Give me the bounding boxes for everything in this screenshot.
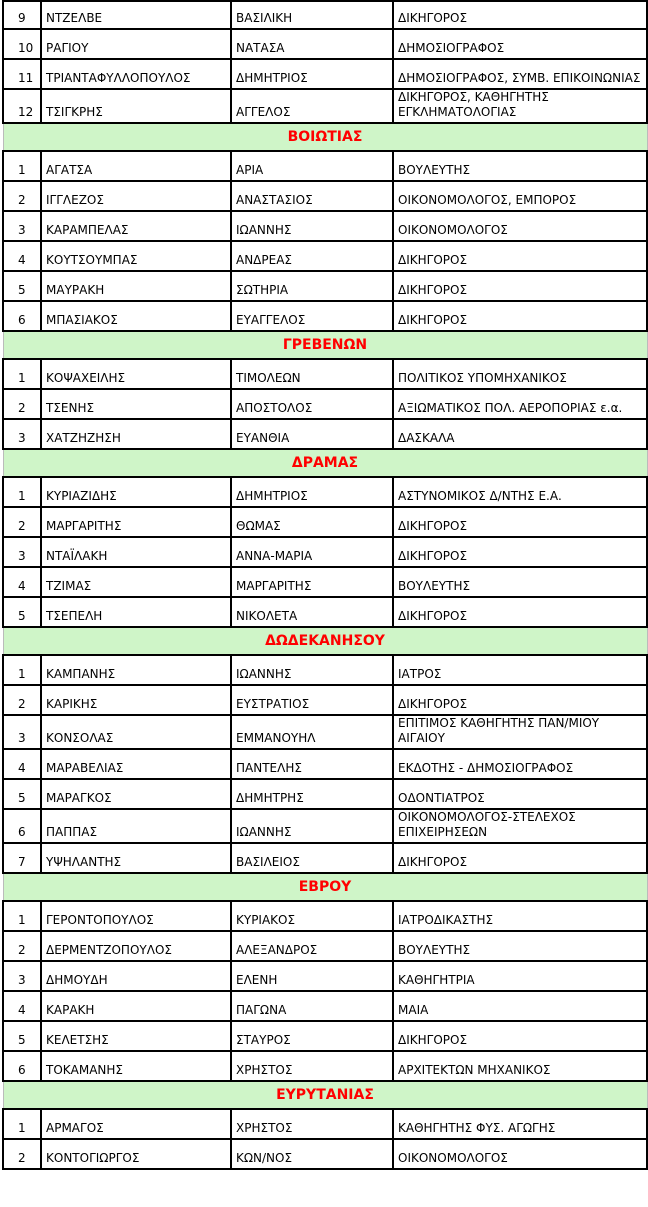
section-header-row [3, 627, 647, 655]
occupation-cell: ΒΟΥΛΕΥΤΗΣ [393, 151, 647, 181]
table-row [3, 1139, 647, 1169]
occupation-cell: ΚΑΘΗΓΗΤΡΙΑ [393, 961, 647, 991]
row-number: 2 [3, 931, 41, 961]
occupation-cell: ΟΔΟΝΤΙΑΤΡΟΣ [393, 779, 647, 809]
last-name-cell: ΤΣΕΝΗΣ [41, 389, 231, 419]
section-header-row [3, 331, 647, 359]
occupation-cell: ΔΙΚΗΓΟΡΟΣ [393, 537, 647, 567]
last-name-cell: ΚΑΡΙΚΗΣ [41, 685, 231, 715]
candidates-table [2, 0, 648, 1170]
candidates-table-body [3, 1, 647, 1169]
table-row [3, 1, 647, 29]
first-name-cell: ΑΝΝΑ-ΜΑΡΙΑ [231, 537, 393, 567]
last-name-cell: ΑΡΜΑΓΟΣ [41, 1109, 231, 1139]
occupation-cell: ΑΣΤΥΝΟΜΙΚΟΣ Δ/ΝΤΗΣ Ε.Α. [393, 477, 647, 507]
occupation-cell: ΒΟΥΛΕΥΤΗΣ [393, 567, 647, 597]
first-name-cell: ΧΡΗΣΤΟΣ [231, 1109, 393, 1139]
table-row [3, 537, 647, 567]
section-title: ΒΟΙΩΤΙΑΣ [3, 123, 647, 151]
last-name-cell: ΤΣΕΠΕΛΗ [41, 597, 231, 627]
occupation-cell: ΟΙΚΟΝΟΜΟΛΟΓΟΣ [393, 1139, 647, 1169]
last-name-cell: ΚΕΛΕΤΣΗΣ [41, 1021, 231, 1051]
table-row [3, 29, 647, 59]
table-row [3, 597, 647, 627]
section-header-row [3, 449, 647, 477]
row-number: 3 [3, 211, 41, 241]
row-number: 3 [3, 419, 41, 449]
table-row [3, 779, 647, 809]
row-number: 5 [3, 271, 41, 301]
table-row [3, 961, 647, 991]
occupation-cell: ΔΑΣΚΑΛΑ [393, 419, 647, 449]
first-name-cell: ΕΛΕΝΗ [231, 961, 393, 991]
last-name-cell: ΠΑΠΠΑΣ [41, 809, 231, 843]
first-name-cell: ΙΩΑΝΝΗΣ [231, 211, 393, 241]
row-number: 2 [3, 507, 41, 537]
row-number: 4 [3, 749, 41, 779]
first-name-cell: ΔΗΜΗΤΡΙΟΣ [231, 477, 393, 507]
table-row [3, 271, 647, 301]
last-name-cell: ΚΟΥΤΣΟΥΜΠΑΣ [41, 241, 231, 271]
first-name-cell: ΠΑΝΤΕΛΗΣ [231, 749, 393, 779]
section-title: ΔΡΑΜΑΣ [3, 449, 647, 477]
row-number: 1 [3, 901, 41, 931]
first-name-cell: ΙΩΑΝΝΗΣ [231, 655, 393, 685]
row-number: 6 [3, 809, 41, 843]
occupation-cell: ΕΠΙΤΙΜΟΣ ΚΑΘΗΓΗΤΗΣ ΠΑΝ/ΜΙΟΥ ΑΙΓΑΙΟΥ [393, 715, 647, 749]
occupation-cell: ΔΙΚΗΓΟΡΟΣ [393, 1021, 647, 1051]
table-row [3, 389, 647, 419]
first-name-cell: ΜΑΡΓΑΡΙΤΗΣ [231, 567, 393, 597]
table-row [3, 1109, 647, 1139]
first-name-cell: ΑΠΟΣΤΟΛΟΣ [231, 389, 393, 419]
section-header-row [3, 1081, 647, 1109]
first-name-cell: ΚΩΝ/ΝΟΣ [231, 1139, 393, 1169]
occupation-cell: ΟΙΚΟΝΟΜΟΛΟΓΟΣ-ΣΤΕΛΕΧΟΣ ΕΠΙΧΕΙΡΗΣΕΩΝ [393, 809, 647, 843]
table-row [3, 507, 647, 537]
occupation-cell: ΠΟΛΙΤΙΚΟΣ ΥΠΟΜΗΧΑΝΙΚΟΣ [393, 359, 647, 389]
section-title: ΔΩΔΕΚΑΝΗΣΟΥ [3, 627, 647, 655]
last-name-cell: ΚΟΝΣΟΛΑΣ [41, 715, 231, 749]
row-number: 3 [3, 537, 41, 567]
first-name-cell: ΔΗΜΗΤΡΗΣ [231, 779, 393, 809]
table-row [3, 715, 647, 749]
first-name-cell: ΑΝΑΣΤΑΣΙΟΣ [231, 181, 393, 211]
occupation-cell: ΔΙΚΗΓΟΡΟΣ [393, 1, 647, 29]
first-name-cell: ΕΥΑΝΘΙΑ [231, 419, 393, 449]
row-number: 6 [3, 301, 41, 331]
row-number: 6 [3, 1051, 41, 1081]
row-number: 5 [3, 1021, 41, 1051]
table-row [3, 685, 647, 715]
last-name-cell: ΧΑΤΖΗΖΗΣΗ [41, 419, 231, 449]
occupation-cell: ΔΙΚΗΓΟΡΟΣ, ΚΑΘΗΓΗΤΗΣ ΕΓΚΛΗΜΑΤΟΛΟΓΙΑΣ [393, 89, 647, 123]
first-name-cell: ΔΗΜΗΤΡΙΟΣ [231, 59, 393, 89]
first-name-cell: ΣΩΤΗΡΙΑ [231, 271, 393, 301]
last-name-cell: ΜΑΡΓΑΡΙΤΗΣ [41, 507, 231, 537]
row-number: 1 [3, 655, 41, 685]
occupation-cell: ΙΑΤΡΟΣ [393, 655, 647, 685]
row-number: 4 [3, 241, 41, 271]
last-name-cell: ΥΨΗΛΑΝΤΗΣ [41, 843, 231, 873]
occupation-cell: ΔΙΚΗΓΟΡΟΣ [393, 241, 647, 271]
last-name-cell: ΜΑΡΑΒΕΛΙΑΣ [41, 749, 231, 779]
row-number: 1 [3, 477, 41, 507]
table-row [3, 359, 647, 389]
table-row [3, 901, 647, 931]
table-row [3, 843, 647, 873]
last-name-cell: ΤΟΚΑΜΑΝΗΣ [41, 1051, 231, 1081]
row-number: 9 [3, 1, 41, 29]
last-name-cell: ΚΑΡΑΜΠΕΛΑΣ [41, 211, 231, 241]
first-name-cell: ΘΩΜΑΣ [231, 507, 393, 537]
last-name-cell: ΤΣΙΓΚΡΗΣ [41, 89, 231, 123]
last-name-cell: ΤΡΙΑΝΤΑΦΥΛΛΟΠΟΥΛΟΣ [41, 59, 231, 89]
row-number: 12 [3, 89, 41, 123]
row-number: 1 [3, 151, 41, 181]
occupation-cell: ΑΞΙΩΜΑΤΙΚΟΣ ΠΟΛ. ΑΕΡΟΠΟΡΙΑΣ ε.α. [393, 389, 647, 419]
occupation-cell: ΔΗΜΟΣΙΟΓΡΑΦΟΣ [393, 29, 647, 59]
section-title: ΕΥΡΥΤΑΝΙΑΣ [3, 1081, 647, 1109]
table-row [3, 59, 647, 89]
table-row [3, 931, 647, 961]
row-number: 3 [3, 715, 41, 749]
table-row [3, 89, 647, 123]
first-name-cell: ΒΑΣΙΛΕΙΟΣ [231, 843, 393, 873]
section-header-row [3, 123, 647, 151]
last-name-cell: ΡΑΓΙΟΥ [41, 29, 231, 59]
first-name-cell: ΙΩΑΝΝΗΣ [231, 809, 393, 843]
row-number: 2 [3, 1139, 41, 1169]
occupation-cell: ΔΙΚΗΓΟΡΟΣ [393, 301, 647, 331]
table-row [3, 181, 647, 211]
row-number: 2 [3, 181, 41, 211]
row-number: 10 [3, 29, 41, 59]
table-row [3, 211, 647, 241]
first-name-cell: ΝΙΚΟΛΕΤΑ [231, 597, 393, 627]
row-number: 2 [3, 685, 41, 715]
last-name-cell: ΤΖΙΜΑΣ [41, 567, 231, 597]
table-row [3, 301, 647, 331]
occupation-cell: ΔΗΜΟΣΙΟΓΡΑΦΟΣ, ΣΥΜΒ. ΕΠΙΚΟΙΝΩΝΙΑΣ [393, 59, 647, 89]
last-name-cell: ΝΤΑΪΛΑΚΗ [41, 537, 231, 567]
last-name-cell: ΑΓΑΤΣΑ [41, 151, 231, 181]
first-name-cell: ΑΡΙΑ [231, 151, 393, 181]
row-number: 7 [3, 843, 41, 873]
occupation-cell: ΟΙΚΟΝΟΜΟΛΟΓΟΣ [393, 211, 647, 241]
first-name-cell: ΕΜΜΑΝΟΥΗΛ [231, 715, 393, 749]
first-name-cell: ΚΥΡΙΑΚΟΣ [231, 901, 393, 931]
first-name-cell: ΠΑΓΩΝΑ [231, 991, 393, 1021]
table-row [3, 567, 647, 597]
table-row [3, 241, 647, 271]
table-row [3, 477, 647, 507]
occupation-cell: ΙΑΤΡΟΔΙΚΑΣΤΗΣ [393, 901, 647, 931]
table-row [3, 151, 647, 181]
row-number: 5 [3, 597, 41, 627]
first-name-cell: ΒΑΣΙΛΙΚΗ [231, 1, 393, 29]
row-number: 11 [3, 59, 41, 89]
occupation-cell: ΔΙΚΗΓΟΡΟΣ [393, 685, 647, 715]
last-name-cell: ΜΑΥΡΑΚΗ [41, 271, 231, 301]
row-number: 5 [3, 779, 41, 809]
last-name-cell: ΚΟΨΑΧΕΙΛΗΣ [41, 359, 231, 389]
occupation-cell: ΜΑΙΑ [393, 991, 647, 1021]
occupation-cell: ΔΙΚΗΓΟΡΟΣ [393, 271, 647, 301]
table-row [3, 749, 647, 779]
first-name-cell: ΧΡΗΣΤΟΣ [231, 1051, 393, 1081]
first-name-cell: ΑΛΕΞΑΝΔΡΟΣ [231, 931, 393, 961]
table-row [3, 809, 647, 843]
table-row [3, 991, 647, 1021]
first-name-cell: ΕΥΑΓΓΕΛΟΣ [231, 301, 393, 331]
first-name-cell: ΕΥΣΤΡΑΤΙΟΣ [231, 685, 393, 715]
row-number: 1 [3, 359, 41, 389]
last-name-cell: ΔΕΡΜΕΝΤΖΟΠΟΥΛΟΣ [41, 931, 231, 961]
first-name-cell: ΑΝΔΡΕΑΣ [231, 241, 393, 271]
last-name-cell: ΝΤΖΕΛΒΕ [41, 1, 231, 29]
row-number: 3 [3, 961, 41, 991]
last-name-cell: ΜΑΡΑΓΚΟΣ [41, 779, 231, 809]
first-name-cell: ΤΙΜΟΛΕΩΝ [231, 359, 393, 389]
occupation-cell: ΕΚΔΟΤΗΣ - ΔΗΜΟΣΙΟΓΡΑΦΟΣ [393, 749, 647, 779]
occupation-cell: ΑΡΧΙΤΕΚΤΩΝ ΜΗΧΑΝΙΚΟΣ [393, 1051, 647, 1081]
last-name-cell: ΔΗΜΟΥΔΗ [41, 961, 231, 991]
last-name-cell: ΚΟΝΤΟΓΙΩΡΓΟΣ [41, 1139, 231, 1169]
row-number: 2 [3, 389, 41, 419]
row-number: 4 [3, 567, 41, 597]
occupation-cell: ΒΟΥΛΕΥΤΗΣ [393, 931, 647, 961]
table-row [3, 1051, 647, 1081]
row-number: 1 [3, 1109, 41, 1139]
last-name-cell: ΜΠΑΣΙΑΚΟΣ [41, 301, 231, 331]
last-name-cell: ΚΑΜΠΑΝΗΣ [41, 655, 231, 685]
table-row [3, 419, 647, 449]
first-name-cell: ΑΓΓΕΛΟΣ [231, 89, 393, 123]
first-name-cell: ΝΑΤΑΣΑ [231, 29, 393, 59]
section-title: ΓΡΕΒΕΝΩΝ [3, 331, 647, 359]
occupation-cell: ΟΙΚΟΝΟΜΟΛΟΓΟΣ, ΕΜΠΟΡΟΣ [393, 181, 647, 211]
section-header-row [3, 873, 647, 901]
last-name-cell: ΚΥΡΙΑΖΙΔΗΣ [41, 477, 231, 507]
section-title: ΕΒΡΟΥ [3, 873, 647, 901]
table-row [3, 1021, 647, 1051]
last-name-cell: ΓΕΡΟΝΤΟΠΟΥΛΟΣ [41, 901, 231, 931]
occupation-cell: ΔΙΚΗΓΟΡΟΣ [393, 843, 647, 873]
last-name-cell: ΚΑΡΑΚΗ [41, 991, 231, 1021]
table-row [3, 655, 647, 685]
occupation-cell: ΔΙΚΗΓΟΡΟΣ [393, 597, 647, 627]
row-number: 4 [3, 991, 41, 1021]
last-name-cell: ΙΓΓΛΕΖΟΣ [41, 181, 231, 211]
first-name-cell: ΣΤΑΥΡΟΣ [231, 1021, 393, 1051]
occupation-cell: ΔΙΚΗΓΟΡΟΣ [393, 507, 647, 537]
occupation-cell: ΚΑΘΗΓΗΤΗΣ ΦΥΣ. ΑΓΩΓΗΣ [393, 1109, 647, 1139]
